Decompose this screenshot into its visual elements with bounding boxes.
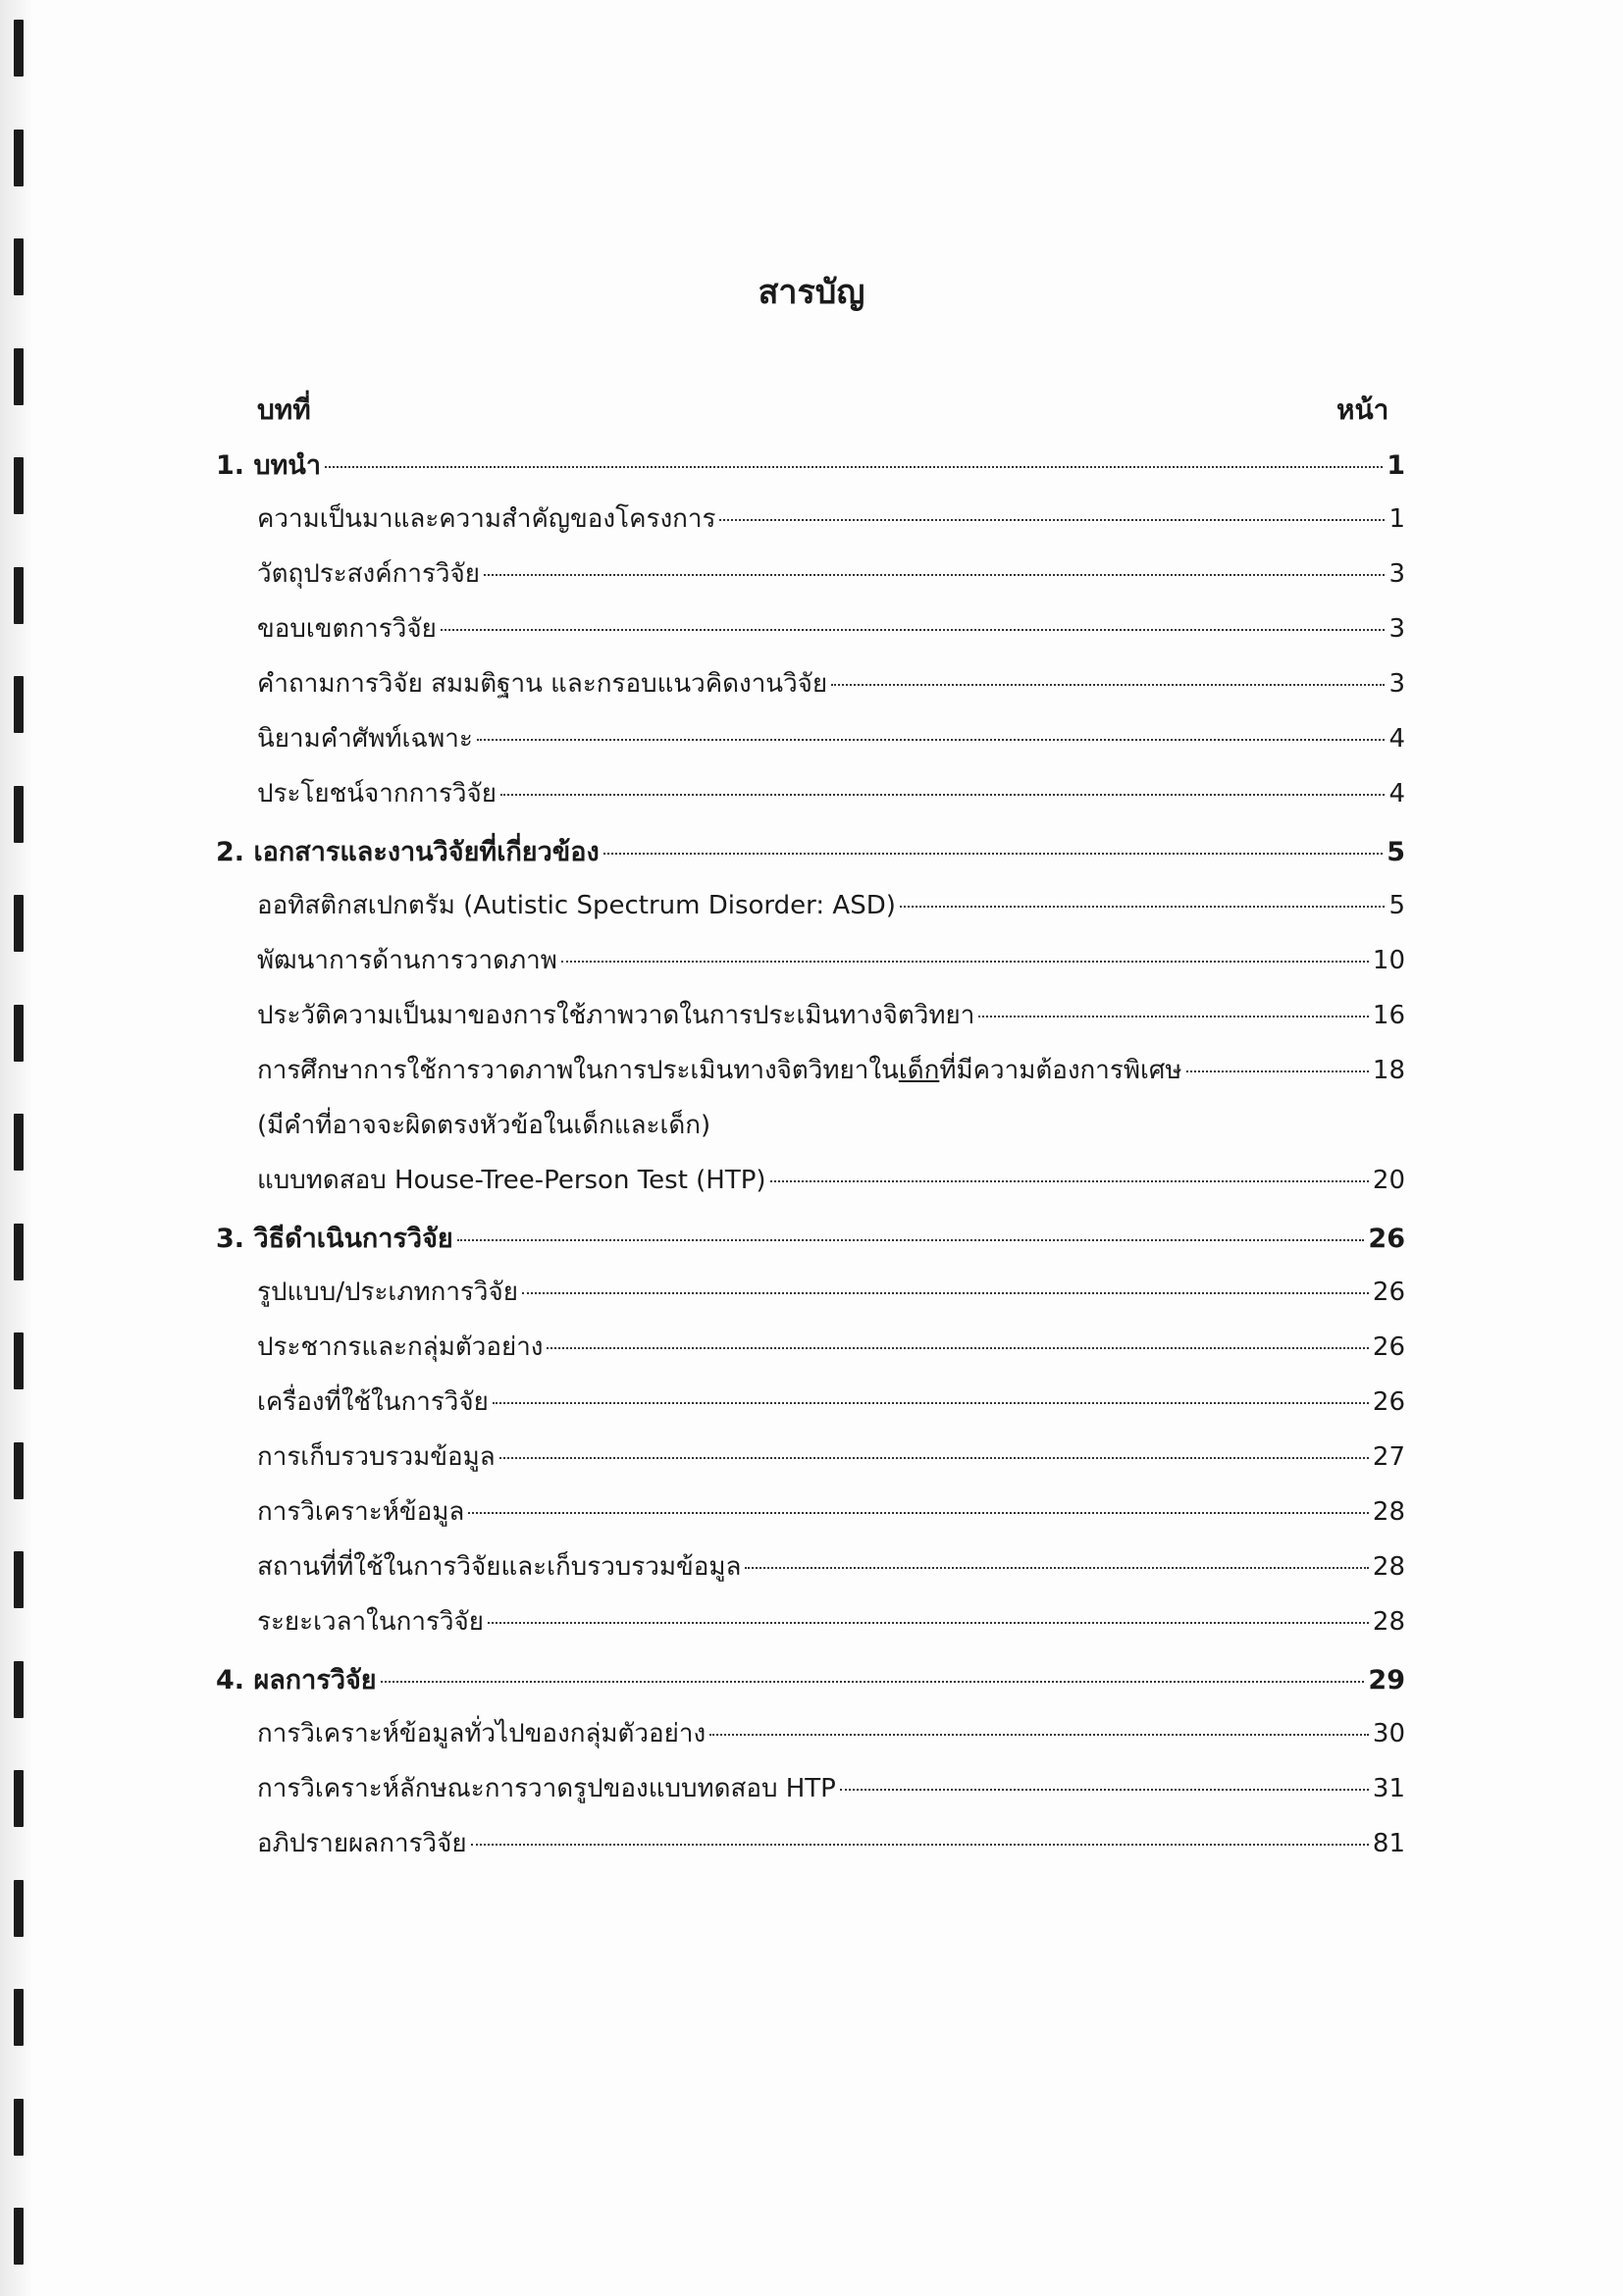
toc-item	[257, 663, 1405, 704]
toc-label: ขอบเขตการวิจัย	[257, 614, 437, 644]
toc-chapter	[216, 1658, 1405, 1700]
binding-mark	[14, 1005, 24, 1062]
dot-leader	[840, 1789, 1369, 1791]
toc-page-number: 1	[1388, 504, 1405, 534]
dot-leader	[484, 574, 1385, 576]
toc-chapter	[216, 444, 1405, 486]
binding-mark	[14, 1661, 24, 1718]
binding-mark	[14, 1442, 24, 1499]
dot-leader	[499, 1457, 1369, 1459]
toc-label: รูปแบบ/ประเภทการวิจัย	[257, 1278, 518, 1307]
toc-label: 4. ผลการวิจัย	[216, 1665, 377, 1696]
dot-leader	[603, 853, 1384, 855]
dot-leader	[457, 1239, 1365, 1241]
column-header-chapter: บทที่	[257, 393, 311, 426]
binding-mark	[14, 567, 24, 624]
toc-label: แบบทดสอบ House-Tree-Person Test (HTP)	[257, 1166, 766, 1195]
binding-marks	[14, 20, 27, 2276]
toc-label: อภิปรายผลการวิจัย	[257, 1829, 467, 1858]
toc-label: ความเป็นมาและความสำคัญของโครงการ	[257, 504, 716, 534]
toc-label: 1. บทนำ	[216, 450, 321, 481]
toc-page-number: 1	[1387, 450, 1405, 481]
toc-label: การวิเคราะห์ลักษณะการวาดรูปของแบบทดสอบ HTP	[257, 1774, 836, 1803]
toc-page-number: 4	[1388, 779, 1405, 809]
dot-leader	[471, 1844, 1369, 1846]
binding-mark	[14, 1770, 24, 1827]
toc-page-number: 3	[1388, 669, 1405, 699]
dot-leader	[522, 1292, 1369, 1294]
toc-page-number: 16	[1372, 1001, 1405, 1030]
binding-mark	[14, 786, 24, 843]
toc-item	[257, 1160, 1405, 1200]
toc-page-number: 3	[1388, 614, 1405, 644]
toc-label: นิยามคำศัพท์เฉพาะ	[257, 724, 473, 754]
toc-item	[257, 995, 1405, 1035]
binding-mark	[14, 676, 24, 733]
binding-mark	[14, 348, 24, 405]
binding-mark	[14, 1989, 24, 2046]
toc-page-number: 3	[1388, 559, 1405, 589]
toc-item	[257, 1050, 1405, 1090]
toc-label: สถานที่ที่ใช้ในการวิจัยและเก็บรวบรวมข้อมูล	[257, 1552, 742, 1582]
toc-item	[257, 553, 1405, 594]
toc-page-number: 18	[1372, 1056, 1405, 1085]
toc-page-number: 26	[1368, 1224, 1405, 1254]
toc-item	[257, 498, 1405, 539]
toc-item	[257, 608, 1405, 649]
toc-chapter	[216, 830, 1405, 872]
toc-label: พัฒนาการด้านการวาดภาพ	[257, 946, 557, 975]
toc-page-number: 28	[1372, 1552, 1405, 1582]
toc-page-number: 5	[1388, 891, 1405, 920]
binding-mark	[14, 1551, 24, 1608]
toc-item	[257, 1768, 1405, 1808]
dot-leader	[500, 794, 1385, 796]
dot-leader	[978, 1016, 1369, 1018]
toc-page-number: 4	[1388, 724, 1405, 754]
dot-leader	[561, 961, 1369, 963]
toc-label: การเก็บรวบรวมข้อมูล	[257, 1442, 496, 1472]
toc-item	[257, 1823, 1405, 1863]
toc-label: ประโยชน์จากการวิจัย	[257, 779, 497, 809]
toc-label: เครื่องที่ใช้ในการวิจัย	[257, 1387, 489, 1417]
dot-leader	[831, 684, 1385, 686]
toc-page-number: 26	[1372, 1387, 1405, 1417]
dot-leader	[468, 1512, 1369, 1514]
toc-item	[257, 1491, 1405, 1532]
toc-page-number: 31	[1372, 1774, 1405, 1803]
binding-mark	[14, 457, 24, 514]
toc-page-number: 30	[1372, 1719, 1405, 1748]
toc-page-number: 26	[1372, 1278, 1405, 1307]
dot-leader	[1186, 1070, 1369, 1072]
binding-mark	[14, 1114, 24, 1171]
toc-item	[257, 718, 1405, 758]
dot-leader	[493, 1402, 1369, 1404]
toc-label: คำถามการวิจัย สมมติฐาน และกรอบแนวคิดงานวิจัย	[257, 669, 828, 699]
toc-label-part: ที่มีความต้องการพิเศษ	[939, 1056, 1182, 1085]
dot-leader	[325, 466, 1383, 468]
toc-item	[257, 773, 1405, 813]
dot-leader	[709, 1734, 1369, 1736]
toc-item	[257, 1601, 1405, 1642]
toc-item	[257, 1436, 1405, 1477]
binding-mark	[14, 2099, 24, 2156]
binding-mark	[14, 130, 24, 186]
binding-mark	[14, 20, 24, 77]
toc-label: การวิเคราะห์ข้อมูลทั่วไปของกลุ่มตัวอย่าง	[257, 1719, 707, 1748]
binding-mark	[14, 1224, 24, 1280]
toc-label: 2. เอกสารและงานวิจัยที่เกี่ยวข้อง	[216, 837, 600, 867]
toc-item	[257, 1327, 1405, 1367]
toc-item	[257, 1713, 1405, 1753]
toc-label: ประวัติความเป็นมาของการใช้ภาพวาดในการประเมินทางจิตวิทยา	[257, 1001, 975, 1030]
toc-item	[257, 885, 1405, 925]
correction-note: (มีคำที่อาจจะผิดตรงหัวข้อในเด็กและเด็ก)	[257, 1111, 711, 1140]
toc-chapter	[216, 1217, 1405, 1259]
dot-leader	[441, 629, 1386, 631]
toc-label: ออทิสติกสเปกตรัม (Autistic Spectrum Disorder: ASD)	[257, 891, 896, 920]
binding-mark	[14, 1332, 24, 1389]
binding-mark	[14, 1880, 24, 1937]
dot-leader	[477, 739, 1386, 741]
toc-page-number: 28	[1372, 1497, 1405, 1527]
toc-label: ระยะเวลาในการวิจัย	[257, 1607, 484, 1637]
binding-mark	[14, 2208, 24, 2265]
toc-page-number: 26	[1372, 1332, 1405, 1362]
dot-leader	[381, 1681, 1365, 1683]
toc-page-number: 28	[1372, 1607, 1405, 1637]
dot-leader	[745, 1567, 1368, 1569]
column-header-page: หน้า	[1336, 393, 1389, 426]
toc-page-number: 10	[1372, 946, 1405, 975]
toc-label: การวิเคราะห์ข้อมูล	[257, 1497, 465, 1527]
toc-page-number: 29	[1368, 1665, 1405, 1696]
document-title: สารบัญ	[758, 273, 865, 312]
toc-item	[257, 1546, 1405, 1587]
toc-page-number: 20	[1372, 1166, 1405, 1195]
toc-page-number: 5	[1387, 837, 1405, 867]
toc-label: วัตถุประสงค์การวิจัย	[257, 559, 480, 589]
binding-mark	[14, 895, 24, 952]
dot-leader	[900, 906, 1386, 908]
toc-page-number: 27	[1372, 1442, 1405, 1472]
toc-label: 3. วิธีดำเนินการวิจัย	[216, 1224, 453, 1254]
toc-label-part: การศึกษาการใช้การวาดภาพในการประเมินทางจิตวิทยาใน	[257, 1056, 899, 1085]
toc-item	[257, 1382, 1405, 1422]
toc-label	[257, 1050, 1182, 1090]
toc-item	[257, 940, 1405, 980]
toc-label: ประชากรและกลุ่มตัวอย่าง	[257, 1332, 544, 1362]
dot-leader	[719, 519, 1385, 521]
underlined-word: เด็ก	[898, 1056, 940, 1085]
dot-leader	[488, 1622, 1369, 1624]
dot-leader	[770, 1180, 1369, 1182]
toc-item	[257, 1272, 1405, 1312]
toc-page-number: 81	[1372, 1829, 1405, 1858]
dot-leader	[547, 1347, 1368, 1349]
